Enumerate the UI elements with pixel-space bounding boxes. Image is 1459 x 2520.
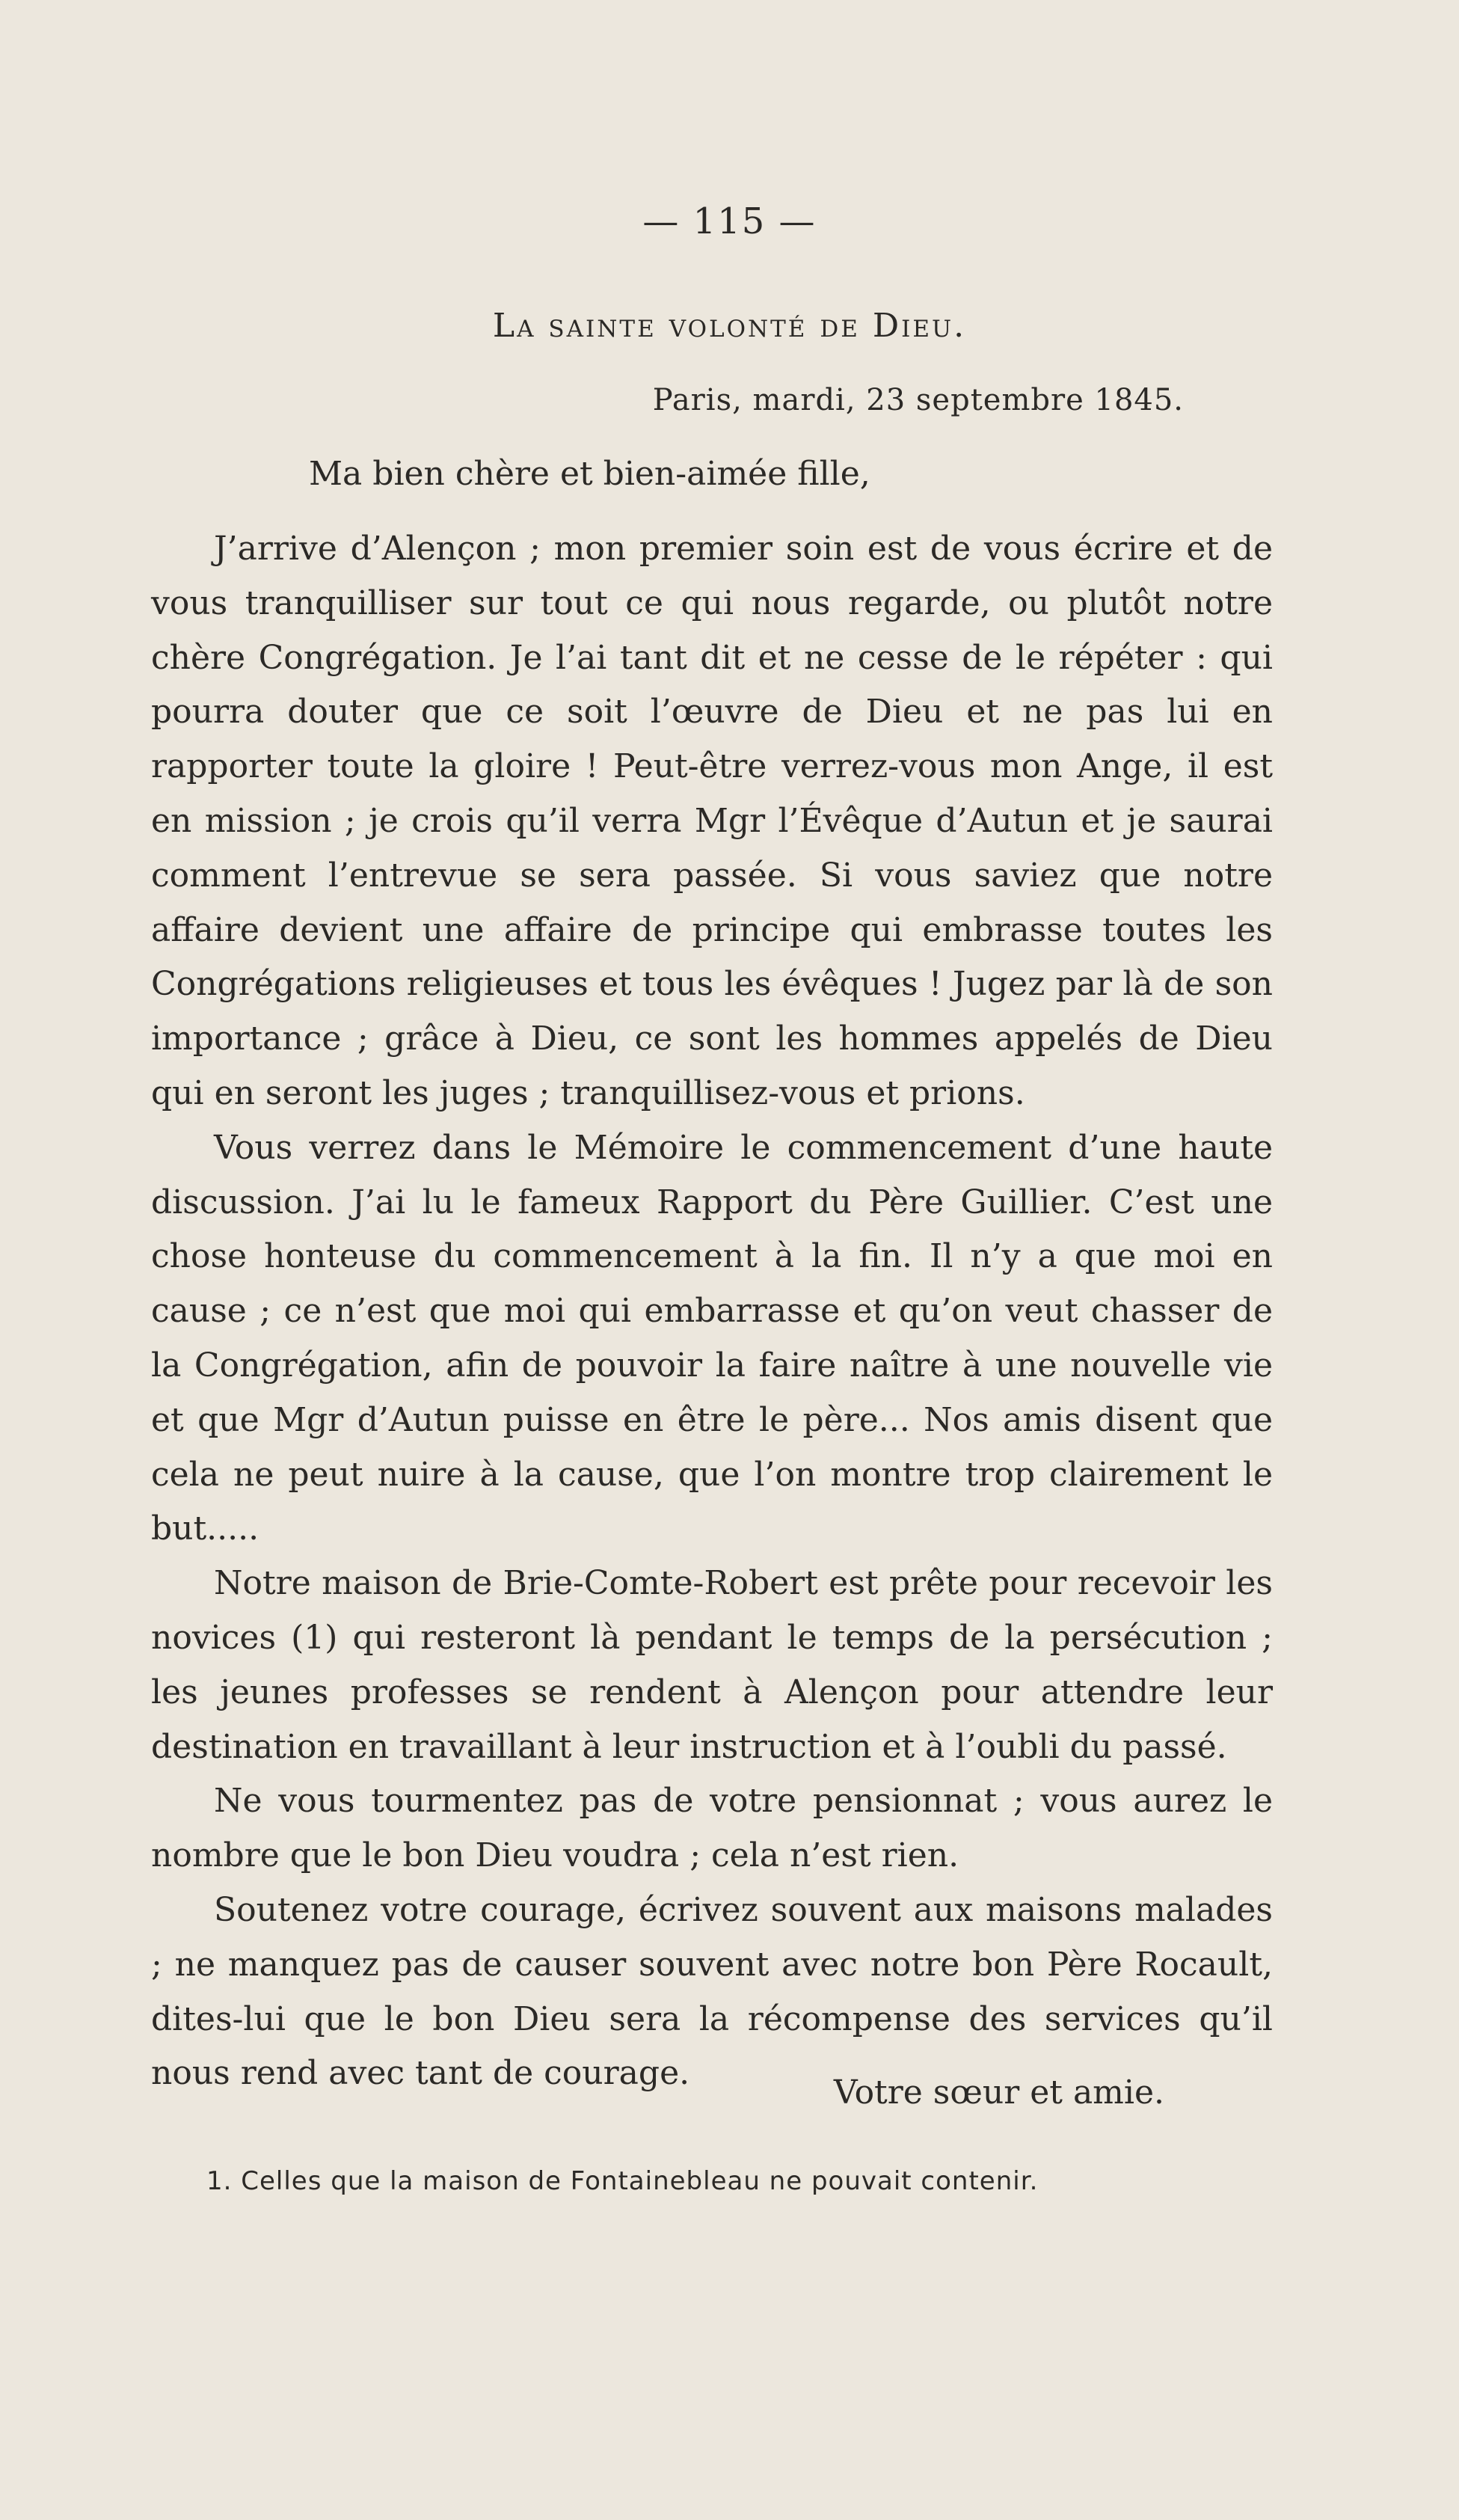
letter-heading: La sainte volonté de Dieu. — [492, 307, 967, 345]
footnote: 1. Celles que la maison de Fontainebleau ne pouvait contenir. — [206, 2166, 1039, 2196]
body-paragraph: J’arrive d’Alençon ; mon premier soin est de vous écrire et de vous tranquilliser sur tout ce qui nous regarde, ou plutôt notre chère Congrégation. Je l’ai tant dit et ne cesse de le répéter : qui pourra douter que ce soit l’œuvre de Dieu et ne pas lui en rapporter toute la gloire ! Peut-être verrez-vous mon Ange, il est en mission ; je crois qu’il verra Mgr l’Évêque d’Autun et je saurai comment l’entrevue se sera passée. Si vous saviez que notre affaire devient une affaire de principe qui embrasse toutes les Congrégations religieuses et tous les évêques ! Jugez par là de son importance ; grâce à Dieu, ce sont les hommes appelés de Dieu qui en seront les juges ; tranquillisez-vous et prions. — [151, 530, 1273, 1112]
salutation: Ma bien chère et bien-aimée fille, — [309, 455, 870, 493]
page-number: — 115 — — [642, 200, 817, 242]
body-paragraph: Notre maison de Brie-Comte-Robert est prête pour recevoir les novices (1) qui resteront là pendant le temps de la persécution ; les jeunes professes se rendent à Alençon pour attendre leur destination en travaillant à leur instruction et à l’oubli du passé. — [151, 1564, 1273, 1766]
body-paragraph: Soutenez votre courage, écrivez souvent aux maisons malades ; ne manquez pas de causer souvent avec notre bon Père Rocault, dites-lui que le bon Dieu sera la récompense des services qu’il nous rend avec tant de courage. — [151, 1890, 1273, 2093]
dateline: Paris, mardi, 23 septembre 1845. — [652, 383, 1184, 417]
body-paragraph: Ne vous tourmentez pas de votre pensionnat ; vous aurez le nombre que le bon Dieu voudra ; cela n’est rien. — [151, 1782, 1273, 1875]
body-paragraph: Vous verrez dans le Mémoire le commencement d’une haute discussion. J’ai lu le fameux Rapport du Père Guillier. C’est une chose honteuse du commencement à la fin. Il n’y a que moi en cause ; ce n’est que moi qui embarrasse et qu’on veut chasser de la Congrégation, afin de pouvoir la faire naître à une nouvelle vie et que Mgr d’Autun puisse en être le père... Nos amis disent que cela ne peut nuire à la cause, que l’on montre trop clairement le but..... — [151, 1128, 1273, 1548]
letter-body — [151, 522, 1273, 2101]
closing-signature-line: Votre sœur et amie. — [833, 2073, 1164, 2112]
